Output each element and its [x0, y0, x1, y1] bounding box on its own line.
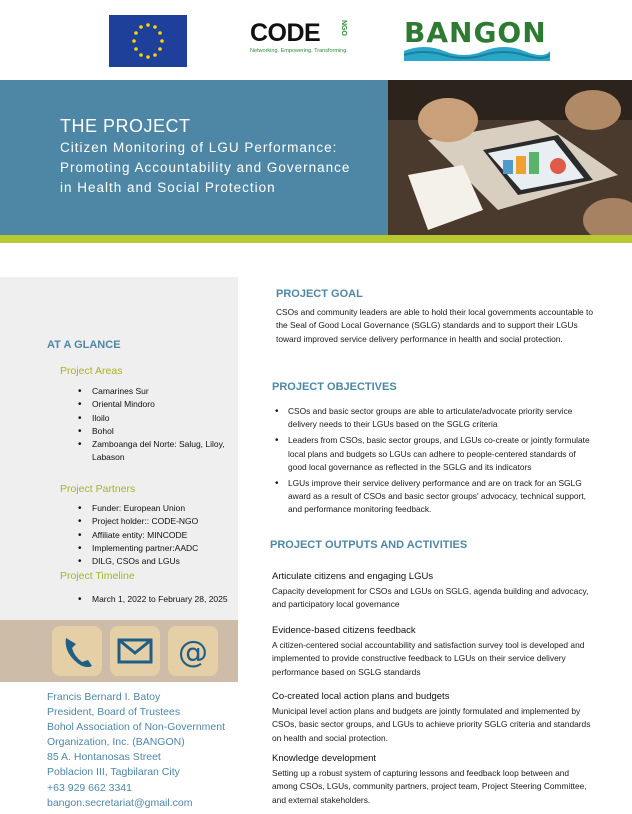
- list-item: • Iloilo: [78, 412, 228, 425]
- bangon-logo-wordmark: BANGON: [404, 16, 547, 49]
- logo-row: [0, 0, 632, 80]
- contact-org-line2: Organization, Inc. (BANGON): [47, 736, 185, 749]
- list-item: • March 1, 2022 to February 28, 2025: [78, 593, 238, 606]
- output-text: Municipal level action plans and budgets are jointly formulated and implemented by CSOs, basic sector groups, and LGUs to achieve priority SGLG criteria and standards on health and social protection.: [272, 706, 591, 743]
- banner-blue-panel: [0, 80, 388, 235]
- bangon-logo: [404, 17, 550, 57]
- output-title: Articulate citizens and engaging LGUs: [272, 571, 434, 582]
- project-objectives-heading: PROJECT OBJECTIVES: [272, 381, 397, 393]
- at-a-glance-sidebar: [0, 277, 238, 620]
- business-meeting-photo: [388, 80, 632, 235]
- list-item: • Funder: European Union: [78, 502, 238, 515]
- contact-email[interactable]: bangon.secretariat@gmail.com: [47, 796, 193, 809]
- list-item: • DILG, CSOs and LGUs: [78, 555, 238, 568]
- project-objectives-list: [275, 405, 595, 519]
- phone-tile: [52, 626, 102, 676]
- project-goal-text: CSOs and community leaders are able to hold their local governments accountable to the Seal of Good Local Governance (SGLG) standards and to support their LGUs toward improved service delivery performance in health and social protection.: [276, 307, 594, 344]
- eu-flag-icon: [109, 15, 187, 67]
- list-item: • Bohol: [78, 425, 228, 438]
- project-timeline-label: Project Timeline: [60, 570, 135, 582]
- contact-address1: 85 A. Hontanosas Street: [47, 751, 161, 764]
- contact-address2: Poblacion III, Tagbilaran City: [47, 766, 180, 779]
- output-title: Knowledge development: [272, 753, 377, 764]
- at-a-glance-heading: AT A GLANCE: [47, 339, 121, 351]
- list-item: • Leaders from CSOs, basic sector groups, and LGUs co-create or jointly formulate local plans and budgets so LGUs can adhere to people-centered standards of good local governance as reflected in the SGLG and its indicators: [275, 434, 595, 474]
- code-logo-tagline: Networking. Empowering. Transforming.: [250, 48, 348, 54]
- output-text: Setting up a robust system of capturing lessons and feedback loop between and among CSOs, LGUs, community partners, project team, Project Steering Committee, and external stakeholders.: [272, 768, 587, 805]
- bangon-wave-icon: [404, 41, 550, 61]
- output-text: A citizen-centered social accountability and satisfaction survey tool is developed and implemented to provide constructive feedback to LGUs on their service delivery performance based on SGLG standards: [272, 640, 585, 677]
- project-banner: [0, 80, 632, 235]
- output-title: Co-created local action plans and budgets: [272, 691, 450, 702]
- contact-position: President, Board of Trustees: [47, 706, 181, 719]
- contact-icons-photo: [0, 620, 238, 682]
- list-item: • Affiliate entity: MINCODE: [78, 529, 238, 542]
- project-goal-heading: PROJECT GOAL: [276, 288, 363, 300]
- list-item: • Oriental Mindoro: [78, 398, 228, 411]
- banner-subtitle: Citizen Monitoring of LGU Performance: Promoting Accountability and Governance in Health and Social Protection: [60, 140, 351, 195]
- green-divider-stripe: [0, 235, 632, 243]
- banner-title: THE PROJECT: [60, 116, 191, 136]
- project-areas-list: [78, 385, 228, 465]
- code-logo-wordmark: CODE: [250, 19, 321, 47]
- project-outputs-heading: PROJECT OUTPUTS AND ACTIVITIES: [270, 539, 468, 551]
- output-text: Capacity development for CSOs and LGUs on SGLG, agenda building and advocacy, and participatory local governance: [272, 586, 589, 610]
- code-logo-ngo: NGO: [340, 20, 347, 36]
- code-ngo-logo: [250, 18, 350, 60]
- contact-name: Francis Bernard I. Batoy: [47, 691, 161, 703]
- project-timeline-list: [78, 593, 238, 606]
- project-areas-label: Project Areas: [60, 365, 123, 377]
- contact-org-line1: Bohol Association of Non-Government: [47, 721, 226, 734]
- list-item: • CSOs and basic sector groups are able to articulate/advocate priority service delivery needs to their LGUs based on the SGLG criteria: [275, 405, 595, 432]
- list-item: • Implementing partner:AADC: [78, 542, 238, 555]
- list-item: • Zamboanga del Norte: Salug, Liloy, Labason: [78, 438, 228, 465]
- list-item: • LGUs improve their service delivery performance and are on track for an SGLG award as a result of CSOs and basic sector groups' advocacy, technical support, and performance monitoring feedback.: [275, 477, 595, 517]
- project-partners-list: [78, 502, 238, 568]
- at-sign-icon: @: [178, 635, 208, 670]
- contact-phone: +63 929 662 3341: [47, 781, 132, 794]
- project-partners-label: Project Partners: [60, 483, 136, 495]
- contact-info: [47, 690, 225, 811]
- list-item: • Camarines Sur: [78, 385, 228, 398]
- list-item: • Project holder:: CODE-NGO: [78, 515, 238, 528]
- output-title: Evidence-based citizens feedback: [272, 625, 416, 636]
